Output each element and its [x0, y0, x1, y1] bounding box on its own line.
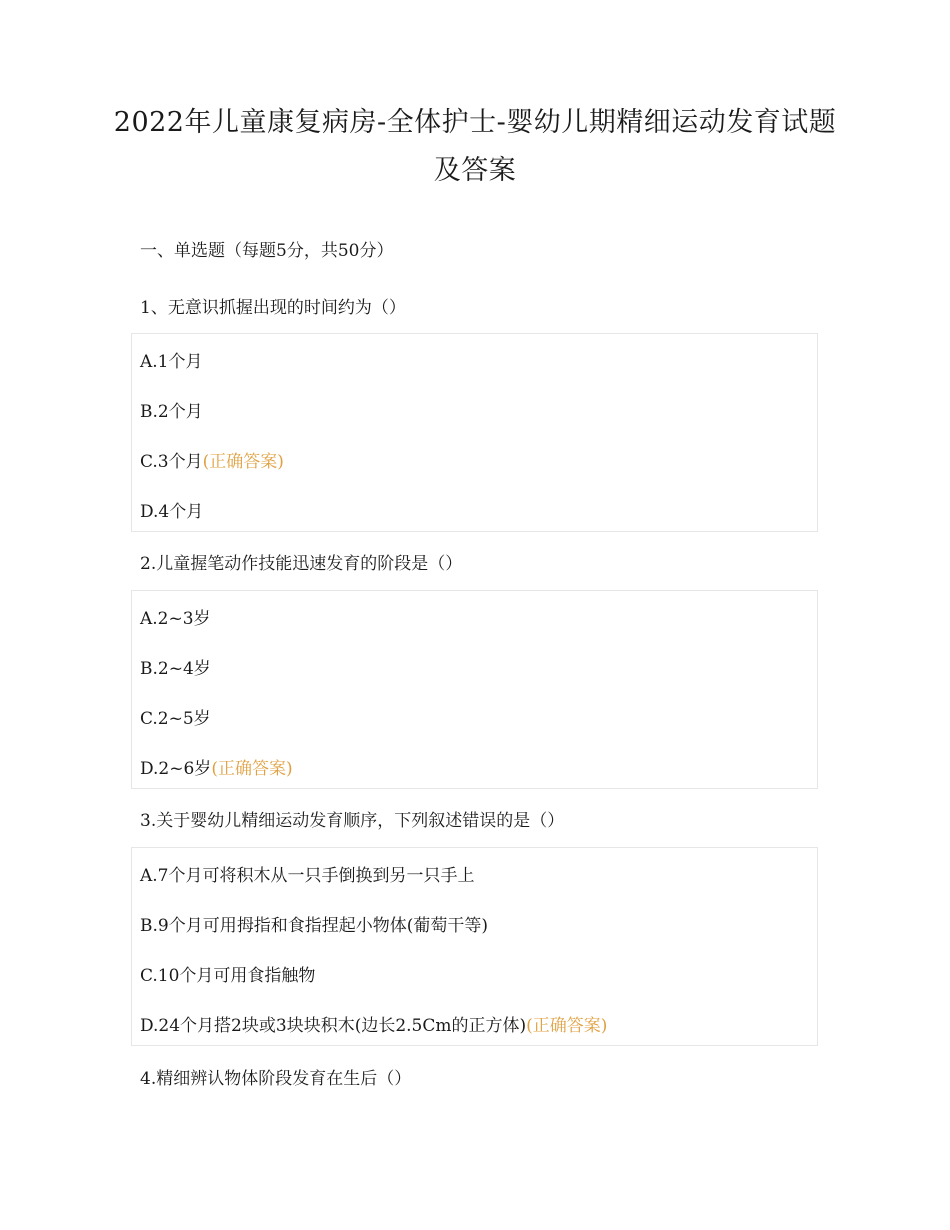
question-3-option-a [140, 862, 475, 890]
question-2-option-d [140, 755, 293, 783]
question-2-options [131, 590, 818, 789]
correct-answer-label: (正确答案) [526, 1016, 608, 1036]
question-3-options [131, 847, 818, 1046]
question-1-text: 1、无意识抓握出现的时间约为（） [140, 298, 406, 318]
question-2-text: 2.儿童握笔动作技能迅速发育的阶段是（） [140, 554, 463, 574]
question-1-option-c [140, 448, 284, 476]
question-3-option-d [140, 1012, 607, 1040]
option-text: C.2~5岁 [140, 709, 211, 729]
question-3-text: 3.关于婴幼儿精细运动发育顺序，下列叙述错误的是（） [140, 811, 565, 831]
question-3-option-c [140, 962, 315, 990]
option-text: C.3个月 [140, 452, 203, 472]
question-2-option-c [140, 705, 211, 733]
section-header: 一、单选题（每题5分，共50分） [140, 241, 394, 261]
option-text: B.9个月可用拇指和食指捏起小物体(葡萄干等) [140, 916, 488, 936]
option-text: A.2~3岁 [140, 609, 211, 629]
option-text: D.24个月搭2块或3块块积木(边长2.5Cm的正方体) [140, 1016, 527, 1036]
document-title-line-1: 2022年儿童康复病房-全体护士-婴幼儿期精细运动发育试题 [113, 107, 837, 138]
option-text: B.2~4岁 [140, 659, 211, 679]
option-text: B.2个月 [140, 402, 203, 422]
question-1-option-a [140, 348, 203, 376]
option-text: C.10个月可用食指触物 [140, 966, 316, 986]
question-1-option-d [140, 498, 203, 526]
option-text: A.7个月可将积木从一只手倒换到另一只手上 [140, 866, 475, 886]
question-2-option-b [140, 655, 211, 683]
correct-answer-label: (正确答案) [211, 759, 293, 779]
option-text: A.1个月 [140, 352, 203, 372]
question-4-text: 4.精细辨认物体阶段发育在生后（） [140, 1069, 412, 1089]
option-text: D.2~6岁 [140, 759, 212, 779]
question-3-option-b [140, 912, 488, 940]
question-2-option-a [140, 605, 211, 633]
question-1-options [131, 333, 818, 532]
correct-answer-label: (正确答案) [202, 452, 284, 472]
option-text: D.4个月 [140, 502, 204, 522]
question-1-option-b [140, 398, 203, 426]
document-title-line-2: 及答案 [433, 155, 517, 186]
